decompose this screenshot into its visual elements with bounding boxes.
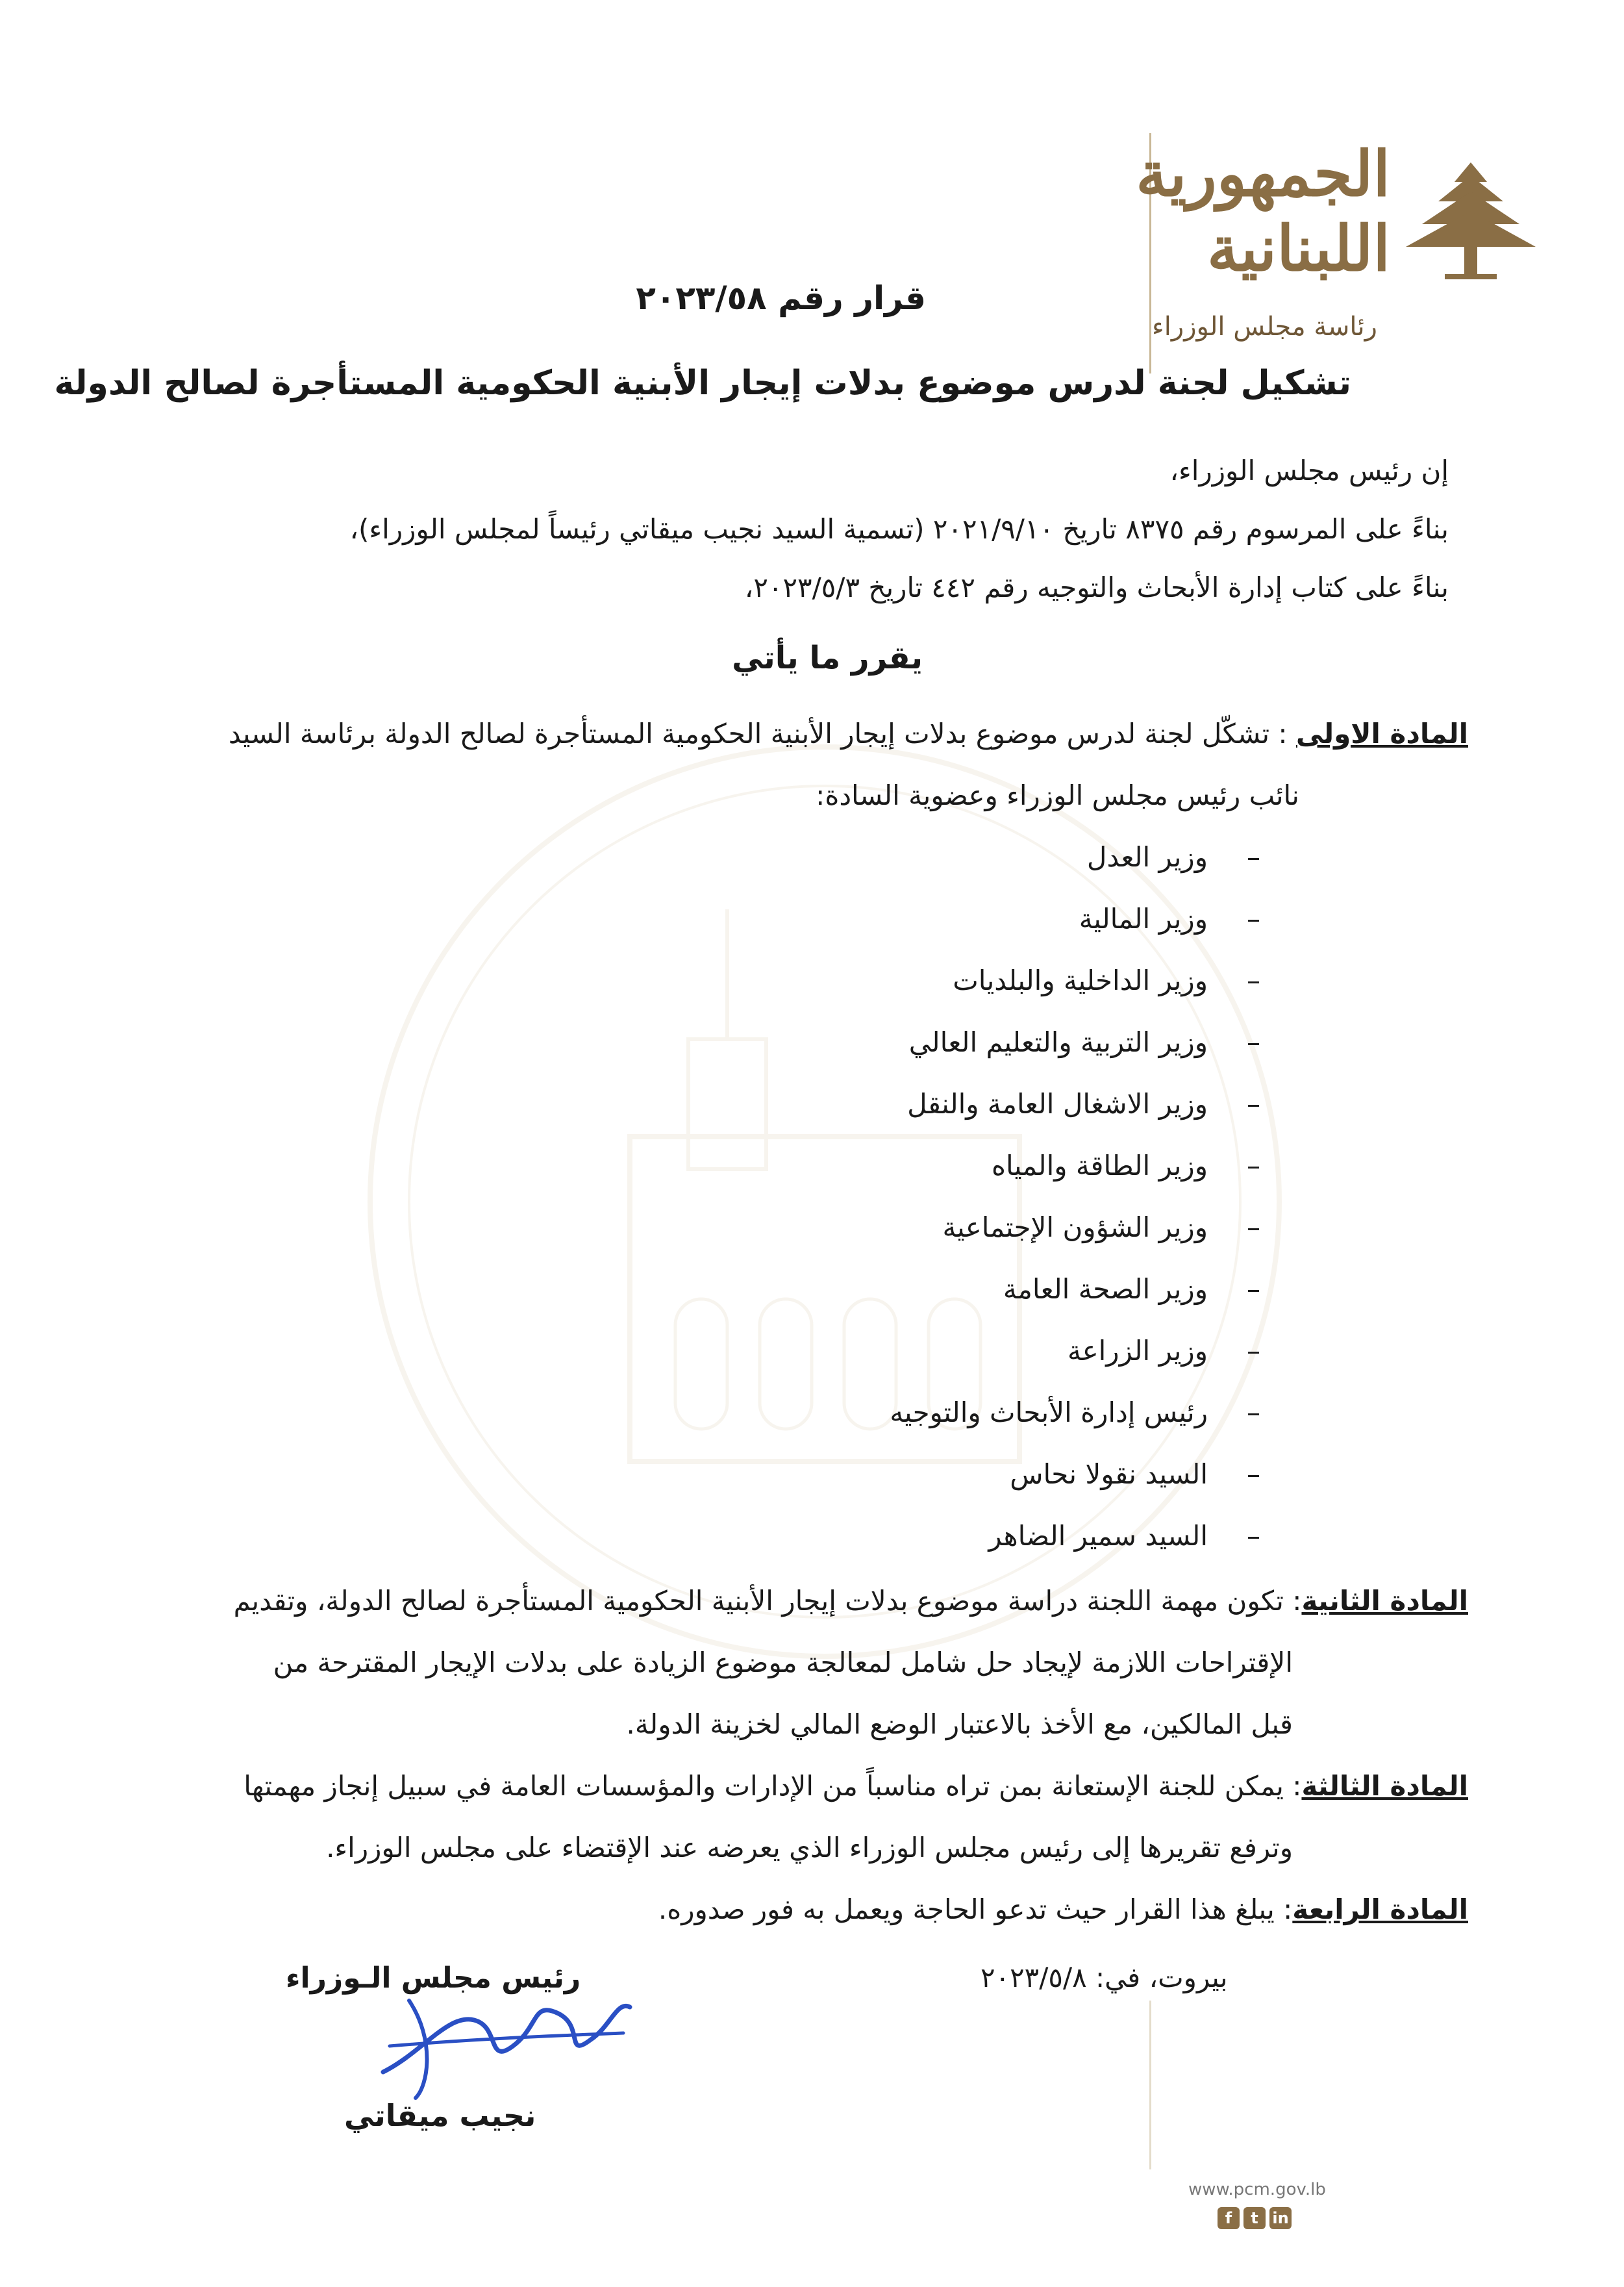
article-1-line-2: نائب رئيس مجلس الوزراء وعضوية السادة: <box>816 779 1299 811</box>
article-1-line-1 <box>229 718 1468 750</box>
member-item <box>1087 841 1260 873</box>
dash: – <box>1247 1520 1260 1552</box>
article-2-line-2: الإقتراحات اللازمة لإيجاد حل شامل لمعالجة موضوع الزيادة على بدلات الإيجار المقترحة من <box>273 1647 1293 1678</box>
brand-line-republic: الجمهورية <box>1136 137 1390 210</box>
article-4-line-1 <box>658 1893 1468 1925</box>
dash: – <box>1247 1211 1260 1243</box>
member-name: وزير الاشغال العامة والنقل <box>907 1088 1208 1120</box>
member-name: رئيس إدارة الأبحاث والتوجيه <box>890 1396 1208 1428</box>
member-item <box>1003 1273 1260 1305</box>
brand-line-pcm: رئاسة مجلس الوزراء <box>1151 312 1377 342</box>
preamble-line-2: بناءً على المرسوم رقم ٨٣٧٥ تاريخ ٢٠٢١/٩/١٠ (تسمية السيد نجيب ميقاتي رئيساً لمجلس الوزراء)، <box>349 513 1449 545</box>
member-item <box>943 1211 1260 1243</box>
facebook-icon[interactable]: f <box>1218 2207 1240 2229</box>
dash: – <box>1247 1150 1260 1181</box>
member-name: السيد سمير الضاهر <box>988 1520 1208 1552</box>
linkedin-icon[interactable]: in <box>1269 2207 1292 2229</box>
signature-icon <box>370 1975 643 2104</box>
member-item <box>953 965 1260 996</box>
member-item <box>1079 903 1260 935</box>
preamble-line-1: إن رئيس مجلس الوزراء، <box>1169 455 1449 486</box>
article-2-label: المادة الثانية <box>1301 1585 1468 1617</box>
member-name: وزير الشؤون الإجتماعية <box>942 1211 1208 1243</box>
cedar-logo-icon <box>1396 156 1545 292</box>
article-3-text-1: يمكن للجنة الإستعانة بمن تراه مناسباً من الإدارات والمؤسسات العامة في سبيل إنجاز مهمتها <box>244 1770 1284 1802</box>
dash: – <box>1247 903 1260 935</box>
signatory-name: نجيب ميقاتي <box>344 2098 536 2133</box>
member-name: وزير الطاقة والمياه <box>992 1150 1208 1181</box>
member-item <box>992 1150 1260 1181</box>
dash: – <box>1247 1335 1260 1367</box>
member-name: وزير المالية <box>1079 903 1208 935</box>
member-name: وزير التربية والتعليم العالي <box>908 1026 1208 1058</box>
article-3-line-1 <box>244 1770 1468 1802</box>
article-3-label: المادة الثالثة <box>1301 1770 1468 1802</box>
article-1-colon: : <box>1269 718 1296 750</box>
article-3-line-2: وترفع تقريرها إلى رئيس مجلس الوزراء الذي يعرضه عند الإقتضاء على مجلس الوزراء. <box>326 1832 1293 1864</box>
member-item <box>907 1088 1260 1120</box>
member-name: السيد نقولا نحاس <box>1010 1458 1208 1490</box>
member-item <box>890 1396 1260 1428</box>
dash: – <box>1247 1458 1260 1490</box>
member-name: وزير الداخلية والبلديات <box>953 965 1208 996</box>
dash: – <box>1247 1088 1260 1120</box>
dash: – <box>1247 965 1260 996</box>
decision-number: قرار رقم ٢٠٢٣/٥٨ <box>636 279 926 317</box>
dash: – <box>1247 841 1260 873</box>
member-item <box>909 1026 1260 1058</box>
article-4-label: المادة الرابعة <box>1292 1893 1468 1925</box>
member-item <box>988 1520 1260 1552</box>
article-2-line-1 <box>234 1585 1468 1617</box>
article-1-text-1: تشكّل لجنة لدرس موضوع بدلات إيجار الأبنية الحكومية المستأجرة لصالح الدولة برئاسة السيد <box>228 718 1270 750</box>
footer-url[interactable]: www.pcm.gov.lb <box>1188 2180 1326 2199</box>
place-date: بيروت، في: ٢٠٢٣/٥/٨ <box>981 1962 1228 1993</box>
member-item <box>1010 1458 1260 1490</box>
preamble-line-3: بناءً على كتاب إدارة الأبحاث والتوجيه رقم ٤٤٢ تاريخ ٢٠٢٣/٥/٣، <box>744 572 1449 603</box>
signatory-title: رئيس مجلس الـوزراء <box>286 1962 581 1995</box>
article-1-label: المادة الاولى <box>1295 718 1468 750</box>
decides-heading: يقرر ما يأتي <box>732 640 923 676</box>
member-item <box>1068 1335 1260 1367</box>
footer-divider <box>1149 2001 1151 2169</box>
document-title: تشكيل لجنة لدرس موضوع بدلات إيجار الأبنية الحكومية المستأجرة لصالح الدولة <box>54 364 1351 403</box>
member-name: وزير الزراعة <box>1068 1335 1208 1367</box>
article-2-text-1: تكون مهمة اللجنة دراسة موضوع بدلات إيجار الأبنية الحكومية المستأجرة لصالح الدولة، وتقديم <box>233 1585 1284 1617</box>
brand-line-lebanese: اللبنانية <box>1206 212 1390 285</box>
member-name: وزير العدل <box>1086 841 1208 873</box>
dash: – <box>1247 1026 1260 1058</box>
dash: – <box>1247 1273 1260 1305</box>
article-2-line-3: قبل المالكين، مع الأخذ بالاعتبار الوضع المالي لخزينة الدولة. <box>626 1708 1293 1740</box>
twitter-icon[interactable]: t <box>1243 2207 1266 2229</box>
article-2-colon: : <box>1283 1585 1302 1617</box>
dash: – <box>1247 1396 1260 1428</box>
article-4-text-1: يبلغ هذا القرار حيث تدعو الحاجة ويعمل به فور صدوره. <box>658 1893 1275 1925</box>
member-name: وزير الصحة العامة <box>1003 1273 1208 1305</box>
article-3-colon: : <box>1283 1770 1302 1802</box>
article-4-colon: : <box>1274 1893 1293 1925</box>
